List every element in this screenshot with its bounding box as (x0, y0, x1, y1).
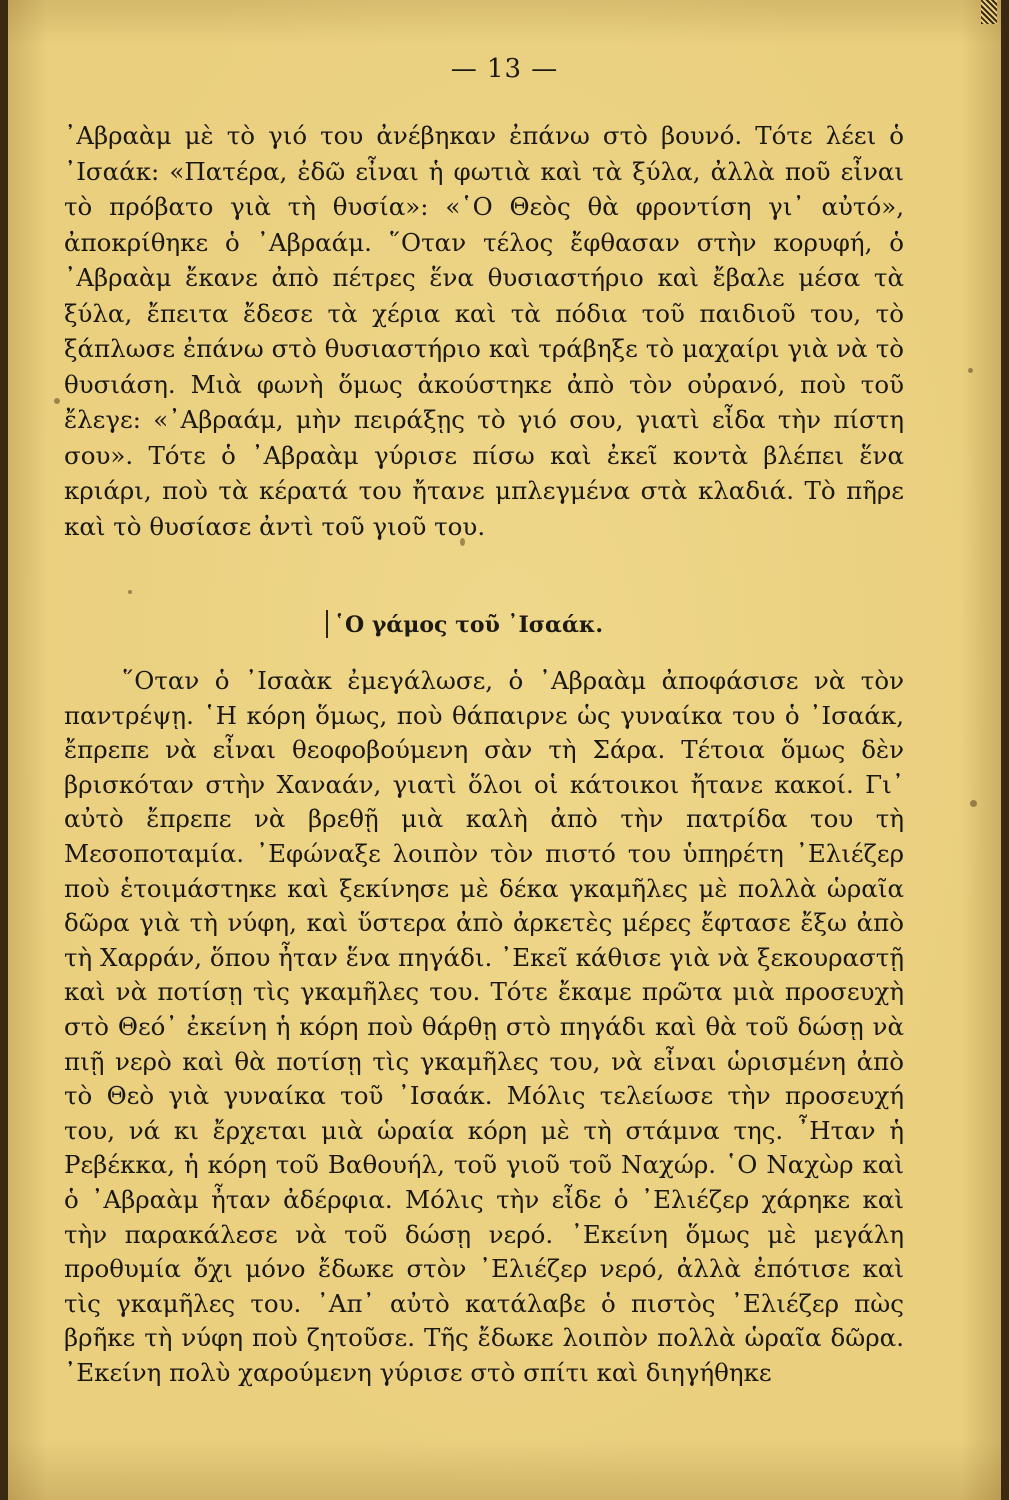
paper-speck (460, 538, 465, 546)
paper-speck (968, 368, 973, 373)
paper-speck (970, 800, 977, 807)
section-heading (326, 610, 746, 638)
paragraph-marriage: ῞Οταν ὁ ᾿Ισαὰκ ἐμεγάλωσε, ὁ ᾿Αβραὰμ ἀποφάσισε νὰ τὸν παντρέψῃ. ῾Η κόρη ὅμως, ποὺ θάπαιρνε ὡς γυναίκα του ὁ ᾿Ισαάκ, ἔπρεπε νὰ εἶναι θεοφοβούμενη σὰν τὴ Σάρα. Τέτοια ὅμως δὲν βρισκόταν στὴν Χαναάν, γιατὶ ὅλοι οἱ κάτοικοι ἤτανε κακοί. Γι᾿ αὐτὸ ἔπρεπε νὰ βρεθῇ μιὰ καλὴ ἀπὸ τὴν πατρίδα του τὴ Μεσοποταμία. ᾿Εφώναξε λοιπὸν τὸν πιστό του ὑπηρέτη ᾿Ελιέζερ ποὺ ἑτοιμάστηκε καὶ ξεκίνησε μὲ δέκα γκαμῆλες μὲ πολλὰ ὡραῖα δῶρα γιὰ τὴ νύφη, καὶ ὕστερα ἀπὸ ἀρκετὲς μέρες ἔφτασε ἔξω ἀπὸ τὴ Χαρράν, ὅπου ἦταν ἕνα πηγάδι. ᾿Εκεῖ κάθισε γιὰ νὰ ξεκουραστῇ καὶ νὰ ποτίσῃ τὶς γκαμῆλες του. Τότε ἔκαμε πρῶτα μιὰ προσευχὴ στὸ Θεό᾿ ἐκείνη ἡ κόρη ποὺ θάρθῃ στὸ πηγάδι καὶ θὰ τοῦ δώσῃ νὰ πιῇ νερὸ καὶ θὰ ποτίσῃ τὶς γκαμῆλες του, νὰ εἶναι ὡρισμένη ἀπὸ τὸ Θεὸ γιὰ γυναίκα τοῦ ᾿Ισαάκ. Μόλις τελείωσε τὴν προσευχή του, νά κι ἔρχεται μιὰ ὡραία κόρη μὲ τὴ στάμνα της. ῏Ηταν ἡ Ρεβέκκα, ἡ κόρη τοῦ Βαθουήλ, τοῦ γιοῦ τοῦ Ναχώρ. ῾Ο Ναχὼρ καὶ ὁ ᾿Αβραὰμ ἦταν ἀδέρφια. Μόλις τὴν εἶδε ὁ ᾿Ελιέζερ χάρηκε καὶ τὴν παρακάλεσε νὰ τοῦ δώσῃ νερό. ᾿Εκείνη ὅμως μὲ μεγάλη προθυμία ὄχι μόνο ἔδωκε στὸν ᾿Ελιέζερ νερό, ἀλλὰ ἐπότισε καὶ τὶς γκαμῆλες του. ᾿Απ᾿ αὐτὸ κατάλαβε ὁ πιστὸς ᾿Ελιέζερ πὼς βρῆκε τὴ νύφη ποὺ ζητοῦσε. Τῆς ἔδωκε λοιπὸν πολλὰ ὡραῖα δῶρα. ᾿Εκείνη πολὺ χαρούμενη γύρισε στὸ σπίτι καὶ διηγήθηκε (64, 666, 904, 1387)
paragraph-sacrifice: ᾿Αβραὰμ μὲ τὸ γιό του ἀνέβηκαν ἐπάνω στὸ βουνό. Τότε λέει ὁ ᾿Ισαάκ: «Πατέρα, ἐδῶ εἶναι ἡ φωτιὰ καὶ τὰ ξύλα, ἀλλὰ ποῦ εἶναι τὸ πρόβατο γιὰ τὴ θυσία»: «῾Ο Θεὸς θὰ φροντίση γι᾿ αὐτό», ἀποκρίθηκε ὁ ᾿Αβραάμ. ῞Οταν τέλος ἔφθασαν στὴν κορυφή, ὁ ᾿Αβραὰμ ἔκανε ἀπὸ πέτρες ἕνα θυσιαστήριο καὶ ἔβαλε μέσα τὰ ξύλα, ἔπειτα ἔδεσε τὰ χέρια καὶ τὰ πόδια τοῦ παιδιοῦ του, τὸ ξάπλωσε ἐπάνω στὸ θυσιαστήριο καὶ τράβηξε τὸ μαχαίρι γιὰ νὰ τὸ θυσιάση. Μιὰ φωνὴ ὅμως ἀκούστηκε ἀπὸ τὸν οὐρανό, ποὺ τοῦ ἔλεγε: «᾿Αβραάμ, μὴν πειράξῃς τὸ γιό σου, γιατὶ εἶδα τὴν πίστη σου». Τότε ὁ ᾿Αβραὰμ γύρισε πίσω καὶ ἐκεῖ κοντὰ βλέπει ἕνα κριάρι, ποὺ τὰ κέρατά του ἤτανε μπλεγμένα στὰ κλαδιά. Τὸ πῆρε καὶ τὸ θυσίασε ἀντὶ τοῦ γιοῦ του. (64, 121, 904, 541)
page-number: — 13 — (450, 54, 559, 84)
paper-speck (54, 398, 60, 404)
heading-bar-mark (326, 610, 328, 638)
paper-speck (128, 590, 132, 594)
book-page (8, 0, 1001, 1500)
corner-decoration (981, 0, 997, 24)
section-heading-text: ῾Ο γάμος τοῦ ᾿Ισαάκ. (334, 612, 604, 638)
